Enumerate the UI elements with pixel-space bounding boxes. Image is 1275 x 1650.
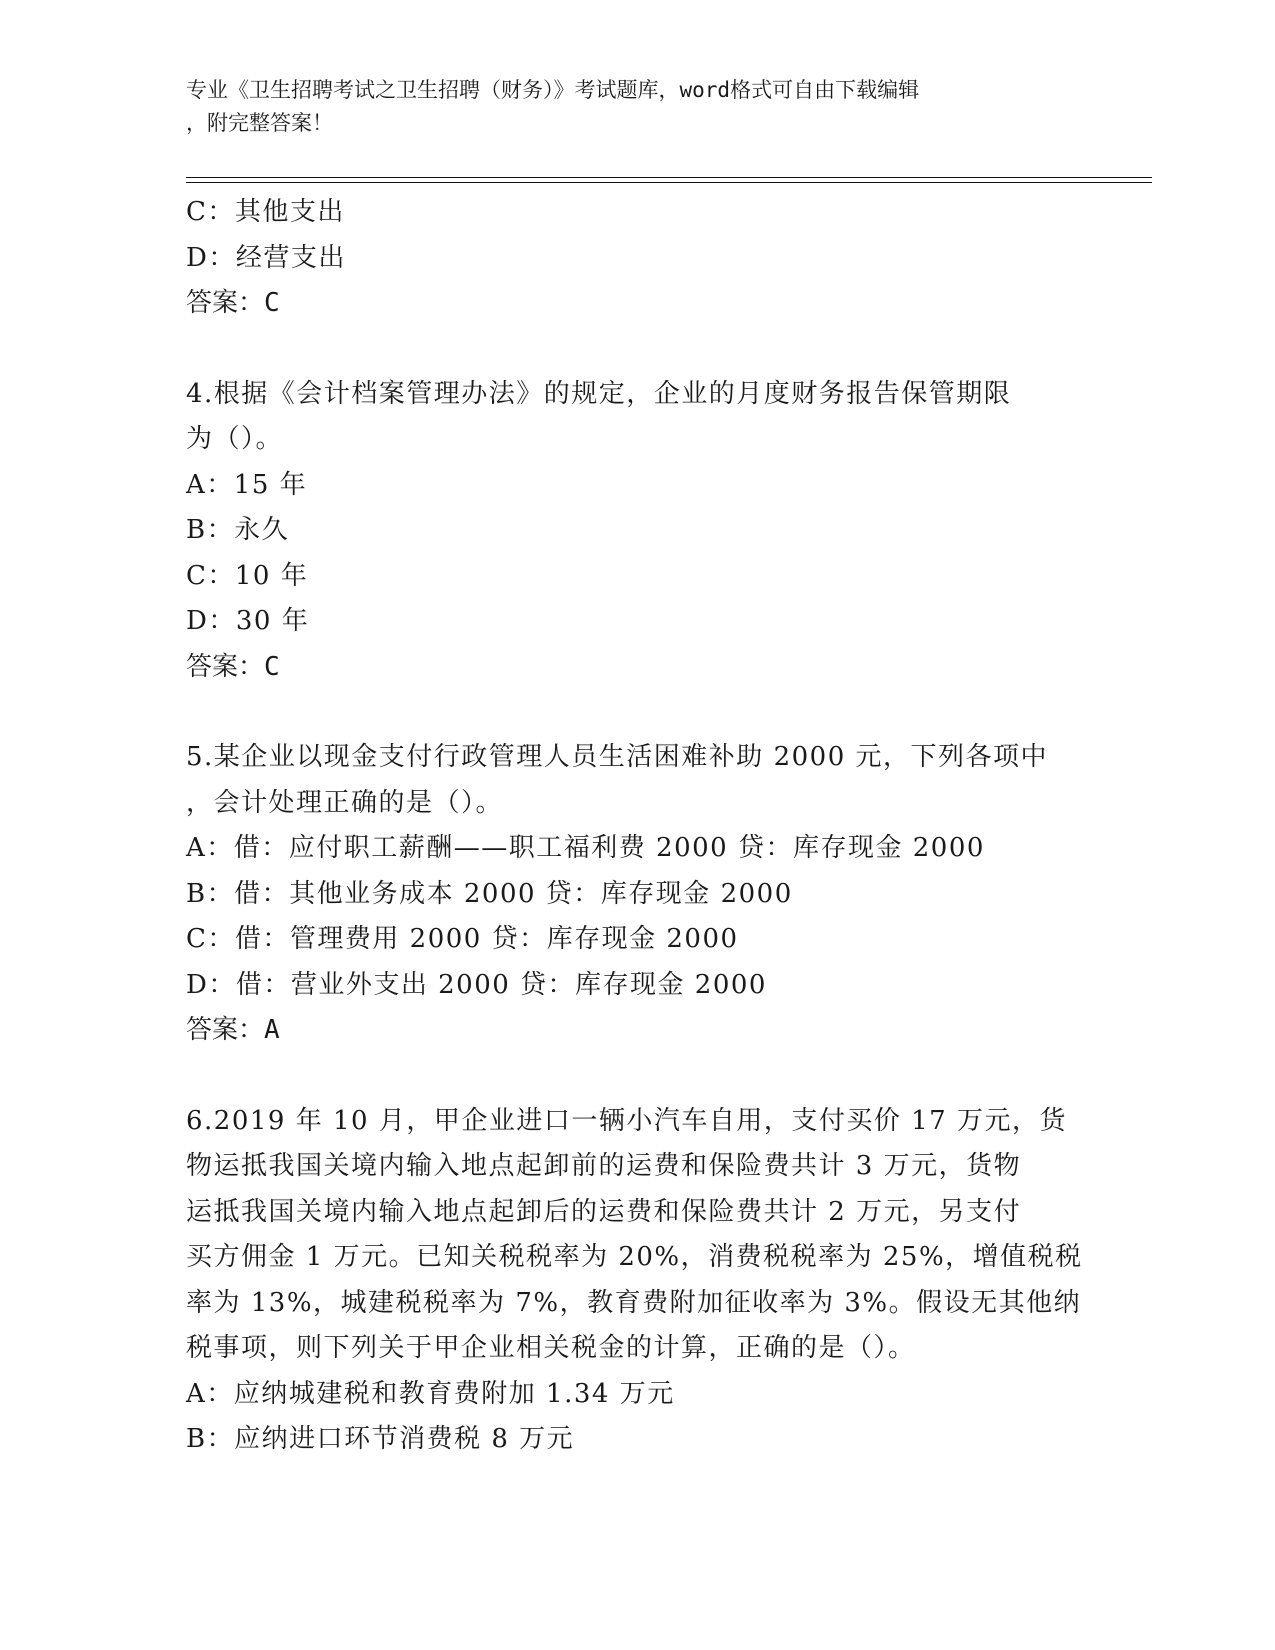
q4-answer: 答案：C: [186, 651, 280, 682]
q3-option-d: D：经营支出: [186, 242, 346, 273]
q6-stem-line-4: 买方佣金 1 万元。已知关税税率为 20%，消费税税率为 25%，增值税税: [186, 1242, 1083, 1272]
q6-stem-line-2: 物运抵我国关境内输入地点起卸前的运费和保险费共计 3 万元，货物: [186, 1151, 1022, 1181]
question-5: [186, 735, 1086, 1054]
q4-option-c: C：10 年: [186, 560, 309, 591]
spacer: [186, 327, 1086, 372]
q6-option-a: A：应纳城建税和教育费附加 1.34 万元: [186, 1378, 675, 1409]
q6-option-b: B：应纳进口环节消费税 8 万元: [186, 1424, 575, 1454]
header-line-1: 专业《卫生招聘考试之卫生招聘（财务）》考试题库，word格式可自由下载编辑: [186, 78, 920, 102]
header-rule-bottom: [186, 182, 1152, 183]
q4-option-d: D：30 年: [186, 606, 310, 636]
q3-answer: 答案：C: [186, 288, 280, 318]
q5-answer: 答案：A: [186, 1015, 280, 1045]
q5-option-c: C：借：管理费用 2000 贷：库存现金 2000: [186, 924, 739, 954]
q3-option-c: C：其他支出: [186, 197, 345, 227]
q6-stem-line-6: 税事项，则下列关于甲企业相关税金的计算，正确的是（）。: [186, 1333, 916, 1363]
spacer: [186, 1054, 1086, 1099]
header-rule-top: [186, 177, 1152, 178]
q6-stem-line-3: 运抵我国关境内输入地点起卸后的运费和保险费共计 2 万元，另支付: [186, 1196, 1022, 1227]
q5-stem-line-1: 5.某企业以现金支付行政管理人员生活困难补助 2000 元，下列各项中: [186, 742, 1049, 772]
q4-stem-line-2: 为（）。: [186, 424, 284, 454]
document-body: [186, 190, 1086, 1463]
q4-stem-line-1: 4.根据《会计档案管理办法》的规定，企业的月度财务报告保管期限: [186, 378, 1012, 409]
q4-option-b: B：永久: [186, 515, 290, 545]
question-4: [186, 372, 1086, 691]
header-line-2: ，附完整答案！: [186, 111, 333, 135]
q6-stem-line-1: 6.2019 年 10 月，甲企业进口一辆小汽车自用，支付买价 17 万元，货: [186, 1105, 1067, 1136]
q5-option-b: B：借：其他业务成本 2000 贷：库存现金 2000: [186, 878, 793, 909]
q4-option-a: A：15 年: [186, 469, 308, 500]
q6-stem-line-5: 率为 13%，城建税税率为 7%，教育费附加征收率为 3%。假设无其他纳: [186, 1287, 1082, 1318]
spacer: [186, 690, 1086, 735]
question-6: [186, 1099, 1086, 1463]
q5-stem-line-2: ，会计处理正确的是（）。: [186, 787, 504, 818]
document-header: [186, 74, 1066, 140]
q5-option-d: D：借：营业外支出 2000 贷：库存现金 2000: [186, 969, 767, 1000]
question-3: [186, 190, 1086, 327]
q5-option-a: A：借：应付职工薪酬——职工福利费 2000 贷：库存现金 2000: [186, 833, 985, 863]
